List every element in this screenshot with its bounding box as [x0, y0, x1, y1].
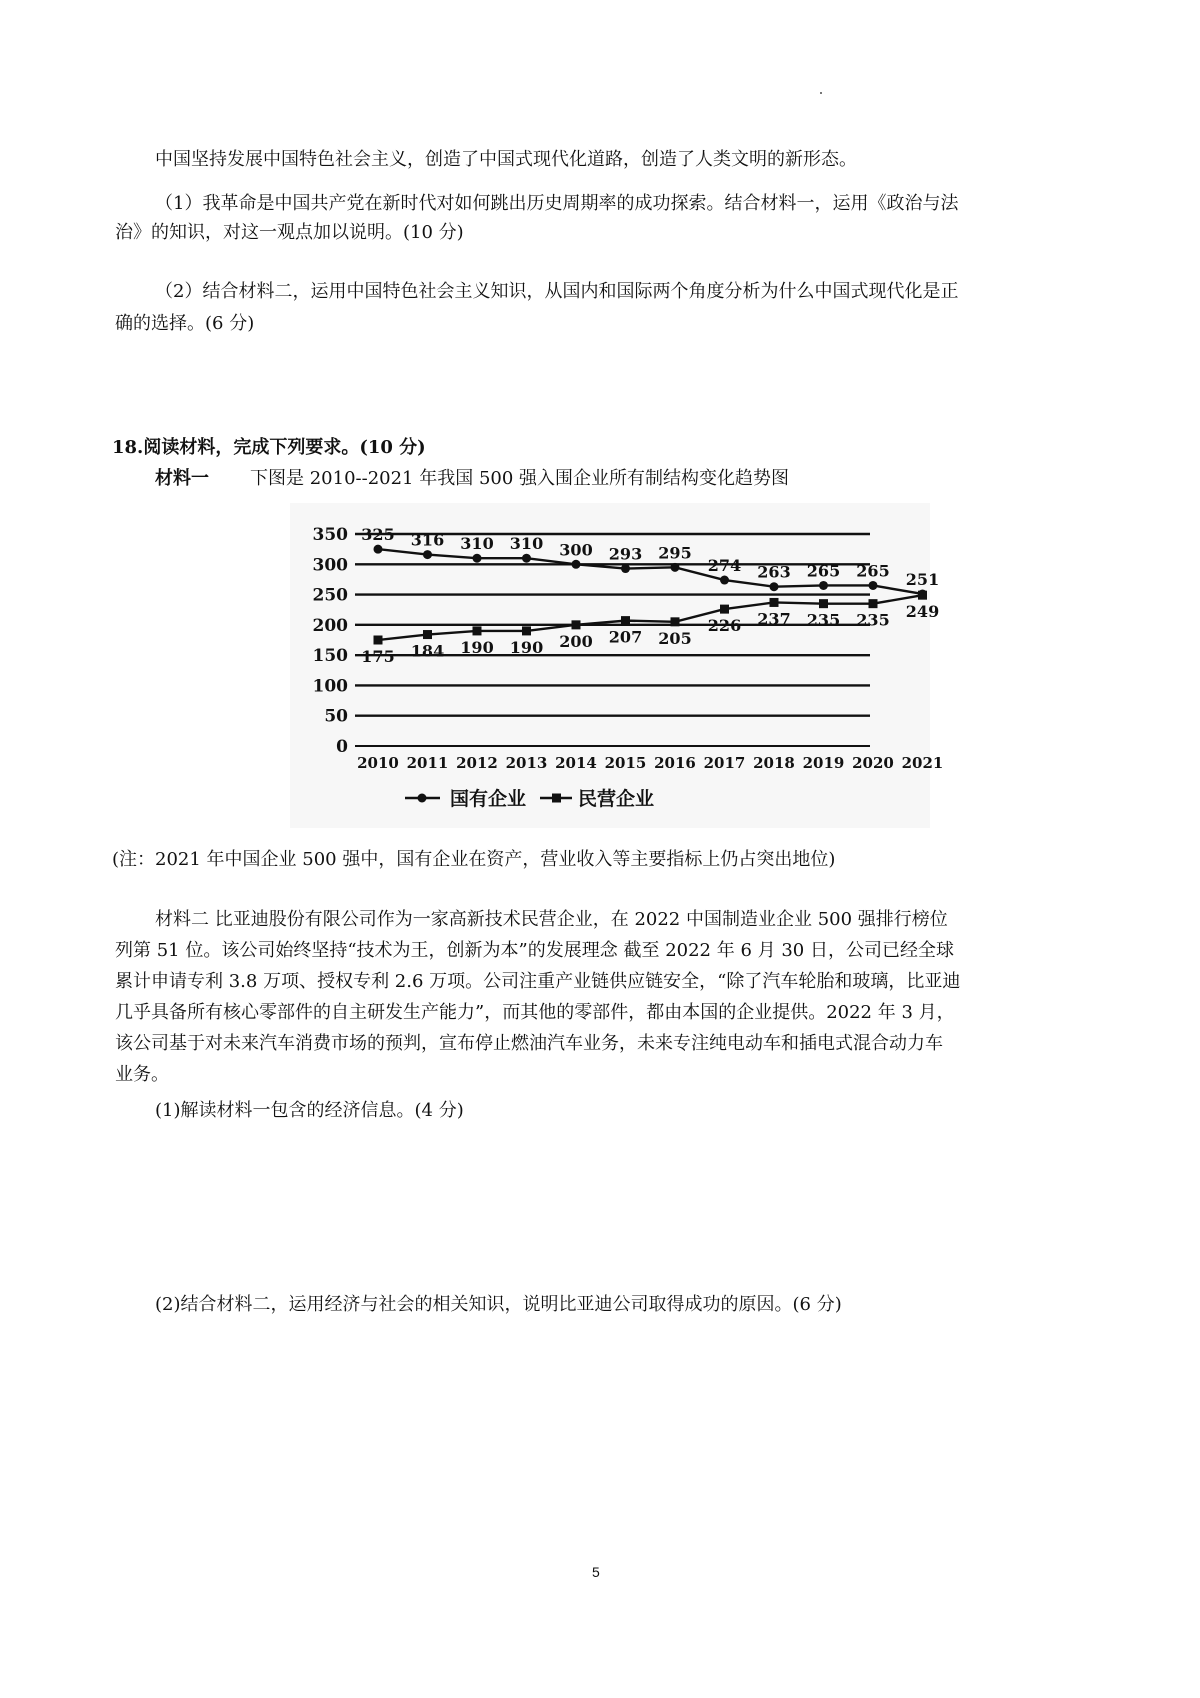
data-label-private: 237 [757, 609, 791, 629]
data-label-private: 184 [410, 641, 445, 661]
data-label-private: 207 [608, 627, 643, 647]
data-label-private: 205 [658, 628, 692, 648]
data-label-state: 300 [559, 540, 593, 560]
point-private [572, 620, 581, 629]
x-tick-label: 2010 [357, 754, 399, 772]
data-label-state: 274 [707, 556, 742, 576]
y-tick-label: 250 [312, 585, 348, 606]
y-tick-label: 50 [324, 706, 348, 727]
data-label-private: 190 [460, 637, 494, 657]
question-17-1-line2: 治》的知识，对这一观点加以说明。(10 分) [115, 222, 464, 243]
x-tick-label: 2013 [505, 754, 548, 772]
data-label-private: 190 [509, 637, 544, 657]
point-private [869, 599, 878, 608]
data-label-state: 265 [806, 561, 841, 581]
point-state [374, 545, 383, 554]
data-label-private: 200 [559, 631, 593, 651]
material-2-line: 列第 51 位。该公司始终坚持“技术为王，创新为本”的发展理念 截至 2022 年 6 月 30 日，公司已经全球 [115, 940, 954, 961]
question-17-2-line2: 确的选择。(6 分) [115, 313, 255, 334]
data-label-state: 293 [608, 544, 643, 564]
point-state [671, 563, 680, 572]
point-state [869, 581, 878, 590]
point-state [473, 554, 482, 563]
x-tick-label: 2014 [555, 754, 597, 772]
chart-note: (注：2021 年中国企业 500 强中，国有企业在资产，营业收入等主要指标上仍占突出地位) [112, 849, 836, 870]
point-state [621, 564, 630, 573]
point-private [522, 626, 531, 635]
question-17-1-line1: （1）我革命是中国共产党在新时代对如何跳出历史周期率的成功探索。结合材料一，运用《政治与法 [155, 193, 959, 214]
data-label-state: 310 [509, 534, 544, 554]
point-state [423, 550, 432, 559]
y-tick-label: 350 [312, 525, 348, 545]
y-tick-label: 150 [312, 646, 348, 667]
material-2-line: 材料二 比亚迪股份有限公司作为一家高新技术民营企业，在 2022 中国制造业企业 500 强排行榜位 [155, 909, 948, 930]
point-state [770, 582, 779, 591]
point-state [572, 560, 581, 569]
x-tick-label: 2012 [456, 754, 498, 772]
x-tick-label: 2019 [802, 754, 845, 772]
x-tick-label: 2016 [654, 754, 696, 772]
data-label-private: 235 [856, 610, 890, 630]
point-private [374, 636, 383, 645]
point-private [720, 605, 729, 614]
intro-text: 中国坚持发展中国特色社会主义，创造了中国式现代化道路，创造了人类文明的新形态。 [155, 149, 857, 170]
series-line-state [378, 549, 923, 594]
data-label-state: 295 [658, 543, 692, 563]
material-2-line: 几乎具备所有核心零部件的自主研发生产能力”，而其他的零部件，都由本国的企业提供。2022 年 3 月， [115, 1002, 955, 1023]
data-label-state: 325 [361, 525, 395, 545]
scan-speck [820, 92, 822, 94]
data-label-private: 175 [361, 647, 395, 666]
question-18-1: (1)解读材料一包含的经济信息。(4 分) [155, 1100, 464, 1121]
x-tick-label: 2015 [604, 754, 647, 772]
chart-svg [290, 503, 944, 828]
material-2-line: 业务。 [115, 1064, 169, 1085]
y-tick-label: 300 [312, 555, 348, 576]
legend-label-state: 国有企业 [450, 788, 527, 810]
point-private [423, 630, 432, 639]
point-private [819, 599, 828, 608]
material-2-line: 该公司基于对未来汽车消费市场的预判，宣布停止燃油汽车业务，未来专注纯电动车和插电式混合动力车 [115, 1033, 943, 1054]
data-label-private: 226 [707, 616, 742, 636]
point-private [770, 598, 779, 607]
legend-marker-state [418, 794, 427, 803]
point-private [621, 616, 630, 625]
point-private [473, 626, 482, 635]
y-tick-label: 100 [312, 676, 348, 697]
material-1-text: 下图是 2010--2021 年我国 500 强入围企业所有制结构变化趋势图 [250, 468, 790, 489]
point-state [720, 576, 729, 585]
point-private [918, 591, 927, 600]
x-tick-label: 2017 [703, 754, 746, 772]
material-1-label: 材料一 [155, 468, 209, 489]
question-17-2-line1: （2）结合材料二，运用中国特色社会主义知识，从国内和国际两个角度分析为什么中国式现代化是正 [155, 281, 959, 302]
y-tick-label: 200 [312, 615, 348, 636]
series-line-private [378, 595, 923, 640]
data-label-state: 310 [460, 534, 494, 554]
data-label-state: 251 [905, 569, 940, 589]
x-tick-label: 2018 [753, 754, 795, 772]
y-tick-label: 0 [336, 737, 348, 757]
x-tick-label: 2020 [852, 754, 894, 772]
point-private [671, 617, 680, 626]
data-label-state: 265 [856, 561, 890, 581]
legend-label-private: 民营企业 [578, 788, 655, 810]
data-label-private: 235 [806, 610, 841, 630]
legend-marker-private [552, 794, 561, 803]
question-18-2: (2)结合材料二，运用经济与社会的相关知识，说明比亚迪公司取得成功的原因。(6 分) [155, 1294, 842, 1315]
question-18-title: 18.阅读材料，完成下列要求。(10 分) [112, 437, 426, 458]
ownership-trend-chart [290, 503, 944, 828]
point-state [522, 554, 531, 563]
x-tick-label: 2021 [901, 754, 944, 772]
data-label-state: 316 [410, 530, 445, 550]
x-tick-label: 2011 [406, 754, 449, 772]
data-label-private: 249 [905, 602, 940, 622]
data-label-state: 263 [757, 562, 791, 582]
point-state [819, 581, 828, 590]
page-number: 5 [592, 1564, 600, 1580]
material-2-line: 累计申请专利 3.8 万项、授权专利 2.6 万项。公司注重产业链供应链安全，“除了汽车轮胎和玻璃，比亚迪 [115, 971, 961, 992]
